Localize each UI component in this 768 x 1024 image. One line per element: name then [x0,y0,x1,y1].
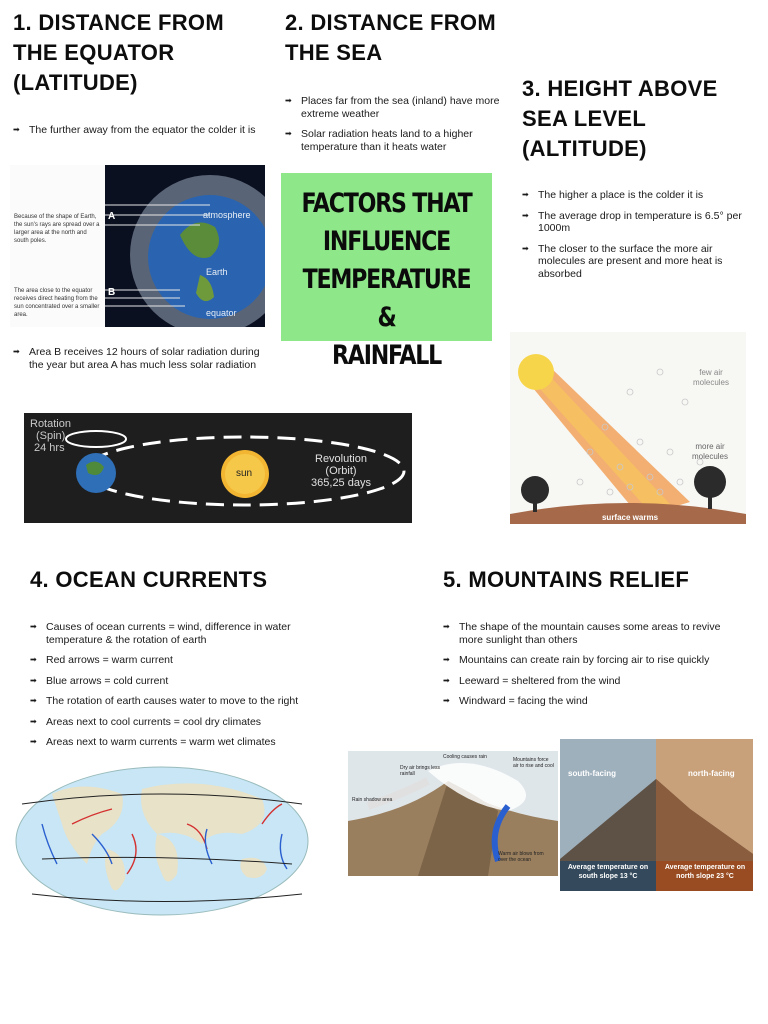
few-air-line-1: few air [699,368,723,377]
south-facing-label: south-facing [568,769,616,778]
mountains-bullet-2: ➡ Mountains can create rain by forcing air to rise quickly [443,654,743,667]
orbit-sun-label: sun [236,468,253,479]
mountains-bullet-1: ➡ The shape of the mountain causes some areas to revive more sunlight than others [443,621,743,646]
world-map [12,764,312,918]
altitude-bullet-2: ➡ The average drop in temperature is 6.5° per 1000m [522,210,746,235]
altitude-figure [510,332,746,524]
factors-title-box [281,173,492,371]
mountains-bullets [443,621,743,716]
more-air-label [682,442,738,462]
label-b: B [108,287,116,298]
cooling-label: Cooling causes rain [443,754,487,760]
warm-air-label: Warm air blows from over the ocean [498,851,544,863]
dry-air-label: Dry air brings less rainfall [400,765,441,777]
ocean-bullet-3: ➡ Blue arrows = cold current [30,675,330,688]
ocean-bullet-1: ➡ Causes of ocean currents = wind, difference in water temperature & the rotation of earth [30,621,330,646]
north-temp-label: Average temperature on north slope 23 °C [664,864,746,880]
ocean-bullet-2: ➡ Red arrows = warm current [30,654,330,667]
north-facing-label: north-facing [688,769,735,778]
latitude-figure [10,165,265,327]
sea-bullets [285,95,513,161]
more-air-line-2: molecules [691,452,728,461]
mountains-bullet-3: ➡ Leeward = sheltered from the wind [443,675,743,688]
latitude-bullet-2: ➡ Area B receives 12 hours of solar radiation during the year but area A has much less solar radiation [13,346,263,371]
orbit-days-label: 365,25 days [311,477,371,489]
label-atmosphere: atmosphere [203,210,251,220]
altitude-diagram [510,332,746,524]
south-temp-label: Average temperature on south slope 13 °C [567,864,649,880]
section-altitude-title: 3. HEIGHT ABOVE SEA LEVEL (ALTITUDE) [522,76,718,161]
latitude-bullets [13,124,263,145]
few-air-label [686,368,736,388]
few-air-line-2: molecules [692,378,729,387]
label-earth: Earth [206,267,228,277]
section-ocean-title: 4. OCEAN CURRENTS [30,567,268,592]
ocean-bullet-4: ➡ The rotation of earth causes water to move to the right [30,695,330,708]
ocean-bullet-6: ➡ Areas next to warm currents = warm wet climates [30,736,330,749]
altitude-bullets [522,189,746,288]
label-a: A [108,211,116,222]
factors-line-1: FACTORS THAT [301,188,472,219]
orbit-spin-label: (Spin) [36,430,66,442]
factors-line-2: INFLUENCE [322,226,451,257]
latitude-bullet-1: ➡ The further away from the equator the colder it is [13,124,263,137]
orbit-figure [24,413,412,523]
latitude-text-top: Because of the shape of Earth, the sun's rays are spread over a larger area at the north and south poles. [14,214,100,244]
mountains-bullet-4: ➡ Windward = facing the wind [443,695,743,708]
sea-bullet-2: ➡ Solar radiation heats land to a higher temperature than it heats water [285,128,513,153]
more-air-line-1: more air [695,442,725,451]
altitude-bullet-3: ➡ The closer to the surface the more air molecules are present and more heat is absorbed [522,243,746,281]
moisture-label: Mountains force air to rise and cool [513,757,554,769]
rain-shadow-label: Rain shadow area [352,797,393,803]
ocean-bullet-5: ➡ Areas next to cool currents = cool dry climates [30,716,330,729]
latitude-text-bottom: The area close to the equator receives direct heating from the sun concentrated over a smaller area. [14,288,100,318]
orbit-rotation-label: Rotation [30,418,71,430]
orbit-orbit-label: (Orbit) [325,465,357,477]
section-sea-title: 2. DISTANCE FROM THE SEA [285,10,496,65]
slope-figure [560,739,753,891]
sea-bullet-1: ➡ Places far from the sea (inland) have more extreme weather [285,95,513,120]
latitude-bullets-2 [13,346,263,379]
ocean-currents-map [12,764,312,918]
section-latitude-title: 1. DISTANCE FROM THE EQUATOR (LATITUDE) [13,10,224,95]
rain-shadow-figure [348,751,558,876]
orbit-revolution-label: Revolution [315,453,367,465]
ocean-bullets [30,621,330,757]
factors-line-3: TEMPERATURE & [302,264,471,333]
section-mountains-title: 5. MOUNTAINS RELIEF [443,567,690,592]
surface-warms-label: surface warms [601,513,659,522]
altitude-bullet-1: ➡ The higher a place is the colder it is [522,189,746,202]
factors-line-4: RAINFALL [331,340,442,371]
orbit-hours-label: 24 hrs [34,442,65,454]
label-equator: equator [206,308,237,318]
